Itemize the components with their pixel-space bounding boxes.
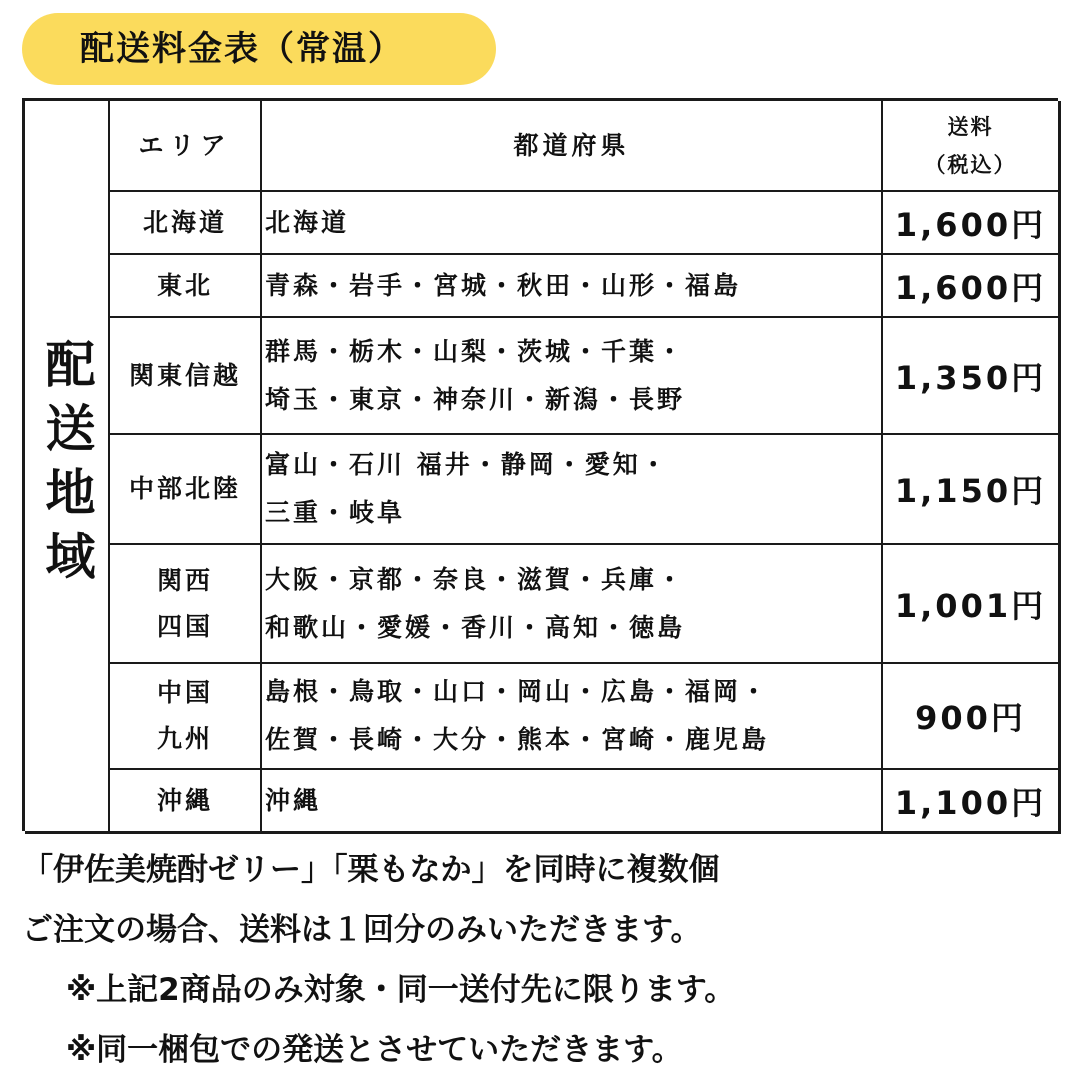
row-prefectures: 青森・岩手・宮城・秋田・山形・福島 <box>262 255 883 318</box>
header-prefectures: 都道府県 <box>262 101 883 192</box>
row-area: 中部北陸 <box>110 435 262 545</box>
row-area: 中国 九州 <box>110 664 262 770</box>
delivery-region-label <box>25 101 110 834</box>
header-fee <box>883 101 1061 192</box>
row-prefectures: 沖縄 <box>262 770 883 834</box>
row-fee: 1,150円 <box>883 435 1061 545</box>
row-prefectures: 大阪・京都・奈良・滋賀・兵庫・ 和歌山・愛媛・香川・高知・徳島 <box>262 545 883 664</box>
row-area: 関東信越 <box>110 318 262 435</box>
row-area: 北海道 <box>110 192 262 255</box>
header-fee-tax-label: （税込） <box>924 152 1017 177</box>
row-fee: 1,001円 <box>883 545 1061 664</box>
row-prefectures: 富山・石川 福井・静岡・愛知・ 三重・岐阜 <box>262 435 883 545</box>
note-line: ※同一梱包での発送とさせていただきます。 <box>66 1032 683 1068</box>
row-prefectures: 北海道 <box>262 192 883 255</box>
header-fee-label: 送料 <box>947 114 994 139</box>
header-area: エリア <box>110 101 262 192</box>
note-line: 「伊佐美焼酎ゼリー」「栗もなか」を同時に複数個 <box>22 852 720 888</box>
note-line: ご注文の場合、送料は１回分のみいただきます。 <box>22 912 702 948</box>
note-line: ※上記2商品のみ対象・同一送付先に限ります。 <box>66 972 736 1008</box>
row-prefectures: 島根・鳥取・山口・岡山・広島・福岡・ 佐賀・長崎・大分・熊本・宮崎・鹿児島 <box>262 664 883 770</box>
delivery-region-text: 配送地域 <box>37 338 96 594</box>
row-fee: 900円 <box>883 664 1061 770</box>
row-fee: 1,350円 <box>883 318 1061 435</box>
row-fee: 1,600円 <box>883 192 1061 255</box>
row-area: 関西 四国 <box>110 545 262 664</box>
shipping-notes <box>22 840 1072 1080</box>
row-area: 東北 <box>110 255 262 318</box>
row-fee: 1,100円 <box>883 770 1061 834</box>
row-fee: 1,600円 <box>883 255 1061 318</box>
page-title: 配送料金表（常温） <box>80 29 404 69</box>
row-prefectures: 群馬・栃木・山梨・茨城・千葉・ 埼玉・東京・神奈川・新潟・長野 <box>262 318 883 435</box>
shipping-fee-table <box>22 98 1058 831</box>
row-area: 沖縄 <box>110 770 262 834</box>
